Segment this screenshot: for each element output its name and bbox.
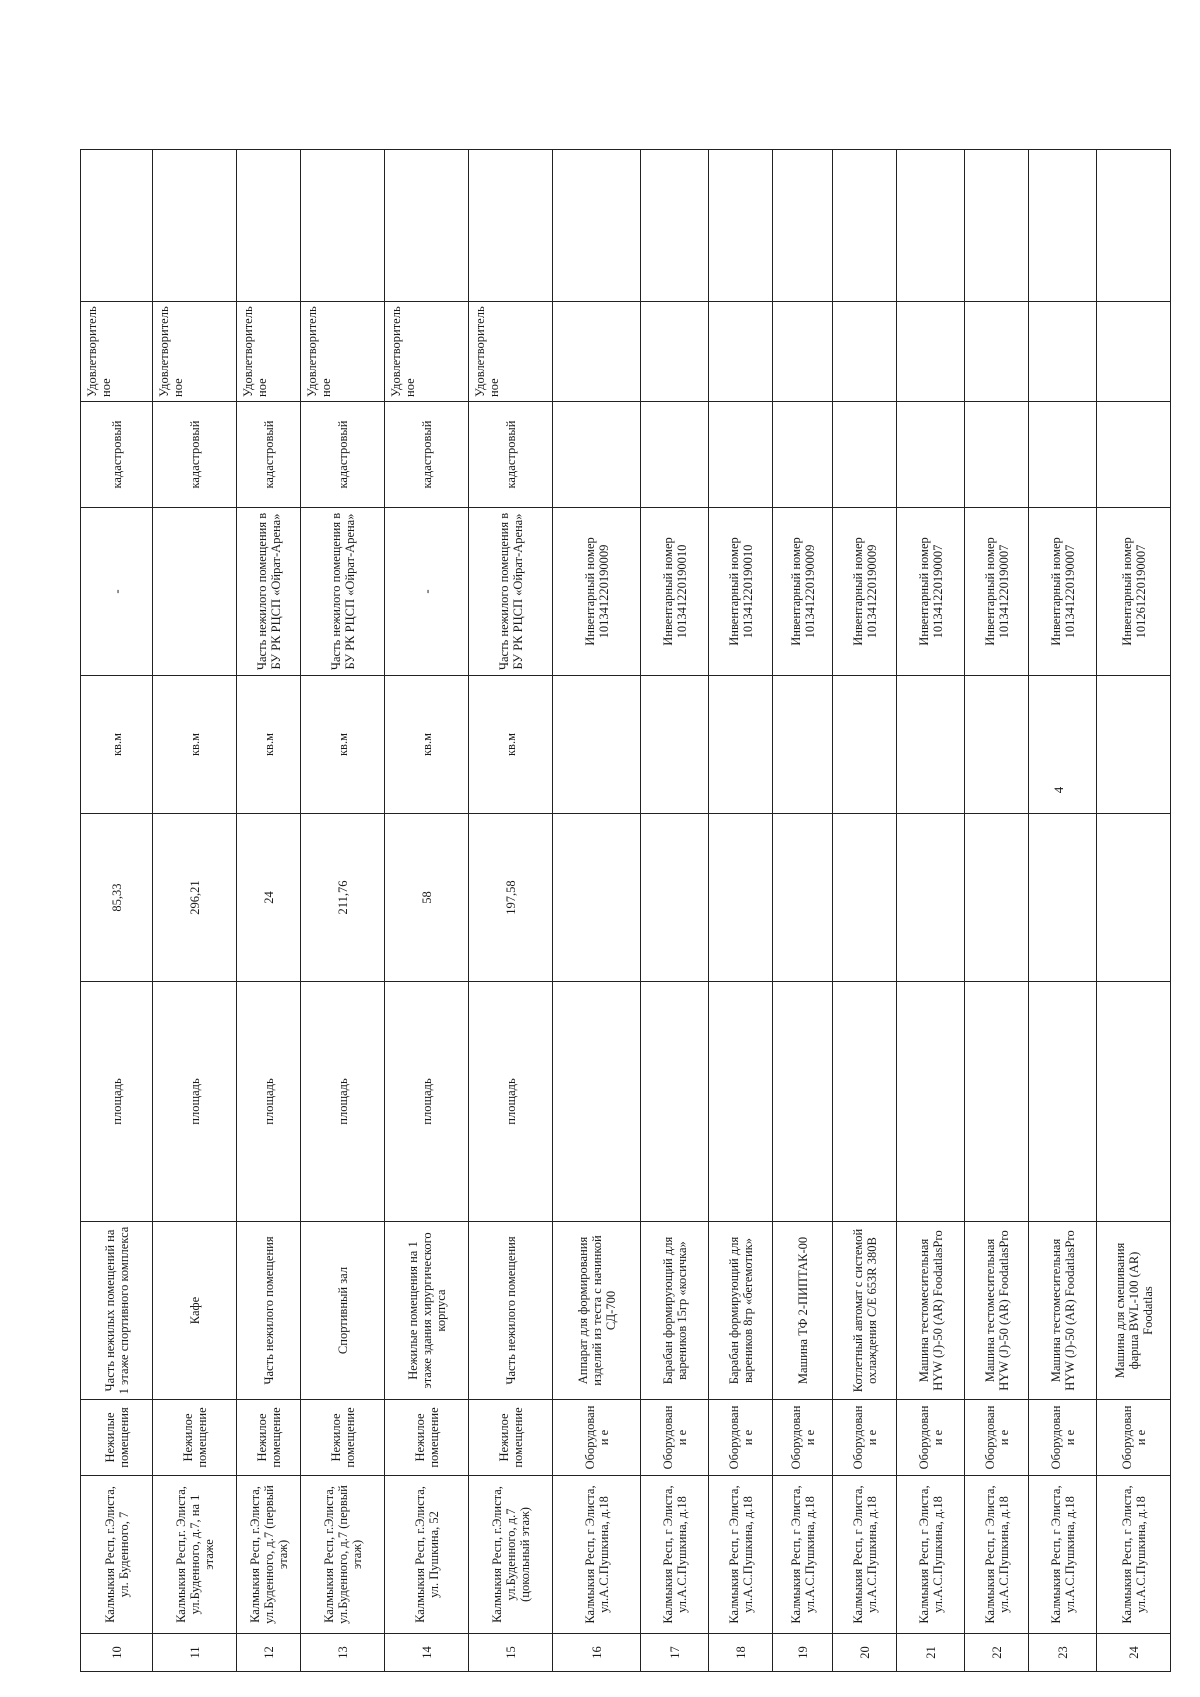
cell-description: Часть нежилого помещения (469, 1222, 553, 1400)
cell-value (897, 814, 965, 982)
cell-cadastral (641, 402, 709, 508)
cell-extra (1029, 150, 1097, 302)
cell-note: Инвентарный номер 101341220190010 (709, 508, 773, 676)
cell-condition: Удовлетворительное (81, 302, 153, 402)
cell-number: 12 (237, 1634, 301, 1672)
cell-note: Инвентарный номер 101341220190010 (641, 508, 709, 676)
cell-address: Калмыкия Респ, г Элиста, ул.А.С.Пушкина, д.18 (965, 1476, 1029, 1634)
cell-cadastral (709, 402, 773, 508)
cell-value (1029, 814, 1097, 982)
cell-cadastral: кадастровый (469, 402, 553, 508)
cell-condition (1097, 302, 1171, 402)
cell-number: 22 (965, 1634, 1029, 1672)
cell-address: Калмыкия Респ, г Элиста, ул.А.С.Пушкина, д.18 (1097, 1476, 1171, 1634)
cell-condition: Удовлетворительное (385, 302, 469, 402)
cell-number: 21 (897, 1634, 965, 1672)
cell-object-type: Оборудовани е (833, 1400, 897, 1476)
cell-extra (965, 150, 1029, 302)
cell-description: Спортивный зал (301, 1222, 385, 1400)
cell-description: Кафе (153, 1222, 237, 1400)
cell-extra (81, 150, 153, 302)
cell-condition (709, 302, 773, 402)
cell-value (641, 814, 709, 982)
cell-object-type: Нежилое помещение (237, 1400, 301, 1476)
cell-condition: Удовлетворительное (469, 302, 553, 402)
cell-note: Часть нежилого помещения в БУ РК РЦСП «Ойрат-Арена» (469, 508, 553, 676)
cell-address: Калмыкия Респ, г Элиста, ул.А.С.Пушкина, д.18 (897, 1476, 965, 1634)
page-number: 4 (1051, 786, 1066, 794)
cell-value (709, 814, 773, 982)
cell-extra (833, 150, 897, 302)
cell-unit: кв.м (301, 676, 385, 814)
cell-note (153, 508, 237, 676)
cell-parameter (897, 982, 965, 1222)
cell-number: 15 (469, 1634, 553, 1672)
cell-address: Калмыкия Респ, г Элиста, ул.А.С.Пушкина, д.18 (1029, 1476, 1097, 1634)
cell-extra (153, 150, 237, 302)
cell-unit: кв.м (385, 676, 469, 814)
cell-parameter (1029, 982, 1097, 1222)
cell-value (1097, 814, 1171, 982)
cell-cadastral: кадастровый (81, 402, 153, 508)
cell-value: 197,58 (469, 814, 553, 982)
cell-cadastral (965, 402, 1029, 508)
cell-unit: кв.м (237, 676, 301, 814)
cell-unit (1097, 676, 1171, 814)
cell-parameter (709, 982, 773, 1222)
cell-parameter (773, 982, 833, 1222)
cell-object-type: Оборудовани е (773, 1400, 833, 1476)
cell-value (833, 814, 897, 982)
cell-value: 85,33 (81, 814, 153, 982)
cell-note: Инвентарный номер 101341220190007 (1029, 508, 1097, 676)
cell-cadastral (833, 402, 897, 508)
cell-cadastral: кадастровый (153, 402, 237, 508)
cell-value (773, 814, 833, 982)
cell-note: - (385, 508, 469, 676)
cell-value: 211,76 (301, 814, 385, 982)
cell-parameter (553, 982, 641, 1222)
cell-address: Калмыкия Респ, г Элиста, ул.А.С.Пушкина, д.18 (709, 1476, 773, 1634)
cell-cadastral (897, 402, 965, 508)
cell-cadastral: кадастровый (385, 402, 469, 508)
cell-parameter (833, 982, 897, 1222)
cell-parameter: площадь (301, 982, 385, 1222)
cell-extra (301, 150, 385, 302)
cell-parameter (1097, 982, 1171, 1222)
cell-address: Калмыкия Респ, г.Элиста, ул.Буденного, д.7 (цокольный этаж) (469, 1476, 553, 1634)
cell-condition (833, 302, 897, 402)
table-row (1029, 150, 1097, 1672)
cell-cadastral: кадастровый (237, 402, 301, 508)
cell-number: 18 (709, 1634, 773, 1672)
cell-description: Машина тестомесительная HYW (J)-50 (AR) FoodatlasPro (897, 1222, 965, 1400)
cell-condition (773, 302, 833, 402)
cell-address: Калмыкия Респ,г. Элиста, ул.Буденного, д.7, на 1 этаже (153, 1476, 237, 1634)
cell-object-type: Нежилое помещение (469, 1400, 553, 1476)
table-row (469, 150, 553, 1672)
cell-note: Инвентарный номер 101261220190007 (1097, 508, 1171, 676)
cell-address: Калмыкия Респ, г Элиста, ул.А.С.Пушкина, д.18 (553, 1476, 641, 1634)
cell-description: Барабан формирующий для вареников 15гр «косичка» (641, 1222, 709, 1400)
cell-note: Инвентарный номер 101341220190009 (833, 508, 897, 676)
table-row (897, 150, 965, 1672)
cell-extra (553, 150, 641, 302)
cell-number: 23 (1029, 1634, 1097, 1672)
cell-condition (1029, 302, 1097, 402)
cell-parameter: площадь (385, 982, 469, 1222)
cell-value (553, 814, 641, 982)
cell-description: Часть нежилого помещения (237, 1222, 301, 1400)
cell-address: Калмыкия Респ, г.Элиста, ул. Пушкина, 52 (385, 1476, 469, 1634)
cell-description: Машина ТФ 2-ПИПТАК-00 (773, 1222, 833, 1400)
cell-value: 24 (237, 814, 301, 982)
table-row (965, 150, 1029, 1672)
cell-description: Машина тестомесительная HYW (J)-50 (AR) FoodatlasPro (965, 1222, 1029, 1400)
cell-note: Инвентарный номер 101341220190009 (773, 508, 833, 676)
cell-object-type: Оборудовани е (641, 1400, 709, 1476)
cell-unit (897, 676, 965, 814)
cell-extra (773, 150, 833, 302)
cell-object-type: Оборудовани е (1097, 1400, 1171, 1476)
cell-description: Машина тестомесительная HYW (J)-50 (AR) FoodatlasPro (1029, 1222, 1097, 1400)
cell-description: Аппарат для формирования изделий из теста с начинкой СД-700 (553, 1222, 641, 1400)
cell-parameter: площадь (469, 982, 553, 1222)
cell-unit: кв.м (469, 676, 553, 814)
cell-number: 14 (385, 1634, 469, 1672)
cell-condition: Удовлетворительное (301, 302, 385, 402)
cell-parameter (641, 982, 709, 1222)
cell-object-type: Оборудовани е (897, 1400, 965, 1476)
cell-condition (897, 302, 965, 402)
cell-value: 58 (385, 814, 469, 982)
cell-condition (553, 302, 641, 402)
cell-number: 10 (81, 1634, 153, 1672)
cell-parameter: площадь (81, 982, 153, 1222)
cell-object-type: Нежилые помещения (81, 1400, 153, 1476)
cell-cadastral (1029, 402, 1097, 508)
cell-object-type: Оборудовани е (1029, 1400, 1097, 1476)
cell-extra (1097, 150, 1171, 302)
cell-number: 24 (1097, 1634, 1171, 1672)
cell-unit (965, 676, 1029, 814)
cell-unit (709, 676, 773, 814)
cell-address: Калмыкия Респ, г Элиста, ул.А.С.Пушкина, д.18 (641, 1476, 709, 1634)
table-row (385, 150, 469, 1672)
cell-address: Калмыкия Респ, г.Элиста, ул. Буденного, 7 (81, 1476, 153, 1634)
cell-condition: Удовлетворительное (237, 302, 301, 402)
cell-extra (237, 150, 301, 302)
cell-unit: кв.м (81, 676, 153, 814)
cell-number: 16 (553, 1634, 641, 1672)
cell-unit (641, 676, 709, 814)
cell-number: 13 (301, 1634, 385, 1672)
cell-address: Калмыкия Респ, г Элиста, ул.А.С.Пушкина, д.18 (773, 1476, 833, 1634)
table-row (553, 150, 641, 1672)
cell-object-type: Нежилое помещение (301, 1400, 385, 1476)
cell-value (965, 814, 1029, 982)
table-row (833, 150, 897, 1672)
property-register-table (80, 149, 1171, 1672)
cell-note: Инвентарный номер 101341220190007 (897, 508, 965, 676)
cell-condition: Удовлетворительное (153, 302, 237, 402)
cell-parameter: площадь (237, 982, 301, 1222)
cell-description: Котлетный автомат с системой охлаждения С/Е 653R 380В (833, 1222, 897, 1400)
cell-unit: кв.м (153, 676, 237, 814)
cell-number: 17 (641, 1634, 709, 1672)
cell-object-type: Оборудовани е (965, 1400, 1029, 1476)
cell-note: Инвентарный номер 101341220190009 (553, 508, 641, 676)
cell-number: 19 (773, 1634, 833, 1672)
cell-value: 296,21 (153, 814, 237, 982)
cell-parameter: площадь (153, 982, 237, 1222)
cell-object-type: Нежилое помещение (385, 1400, 469, 1476)
cell-condition (965, 302, 1029, 402)
cell-cadastral: кадастровый (301, 402, 385, 508)
cell-object-type: Нежилое помещение (153, 1400, 237, 1476)
cell-cadastral (773, 402, 833, 508)
cell-extra (897, 150, 965, 302)
cell-note: Инвентарный номер 101341220190007 (965, 508, 1029, 676)
cell-description: Машина для смешивания фарша BWL-100 (AR) Foodatlas (1097, 1222, 1171, 1400)
cell-unit (833, 676, 897, 814)
cell-address: Калмыкия Респ, г Элиста, ул.А.С.Пушкина, д.18 (833, 1476, 897, 1634)
cell-object-type: Оборудовани е (709, 1400, 773, 1476)
cell-number: 11 (153, 1634, 237, 1672)
cell-number: 20 (833, 1634, 897, 1672)
table-row (773, 150, 833, 1672)
cell-description: Нежилые помещения на 1 этаже здания хирургического корпуса (385, 1222, 469, 1400)
cell-note: - (81, 508, 153, 676)
cell-unit (773, 676, 833, 814)
cell-extra (709, 150, 773, 302)
table-row (641, 150, 709, 1672)
cell-description: Часть нежилых помещений на 1 этаже спортивного комплекса (81, 1222, 153, 1400)
cell-condition (641, 302, 709, 402)
cell-note: Часть нежилого помещения в БУ РК РЦСП «Ойрат-Арена» (301, 508, 385, 676)
table-row (81, 150, 153, 1672)
cell-cadastral (1097, 402, 1171, 508)
table-row (1097, 150, 1171, 1672)
cell-address: Калмыкия Респ, г.Элиста, ул.Буденного, д.7 (первый этаж) (237, 1476, 301, 1634)
table-row (301, 150, 385, 1672)
cell-extra (469, 150, 553, 302)
table-body (81, 150, 1171, 1672)
table-row (709, 150, 773, 1672)
cell-address: Калмыкия Респ, г.Элиста, ул.Буденного, д.7 (первый этаж) (301, 1476, 385, 1634)
rotated-table-wrapper (80, 150, 1155, 1672)
table-row (153, 150, 237, 1672)
cell-extra (385, 150, 469, 302)
cell-description: Барабан формирующий для вареников 8гр «бегемотик» (709, 1222, 773, 1400)
cell-cadastral (553, 402, 641, 508)
cell-object-type: Оборудовани е (553, 1400, 641, 1476)
cell-extra (641, 150, 709, 302)
cell-note: Часть нежилого помещения в БУ РК РЦСП «Ойрат-Арена» (237, 508, 301, 676)
cell-unit (553, 676, 641, 814)
cell-parameter (965, 982, 1029, 1222)
table-row (237, 150, 301, 1672)
